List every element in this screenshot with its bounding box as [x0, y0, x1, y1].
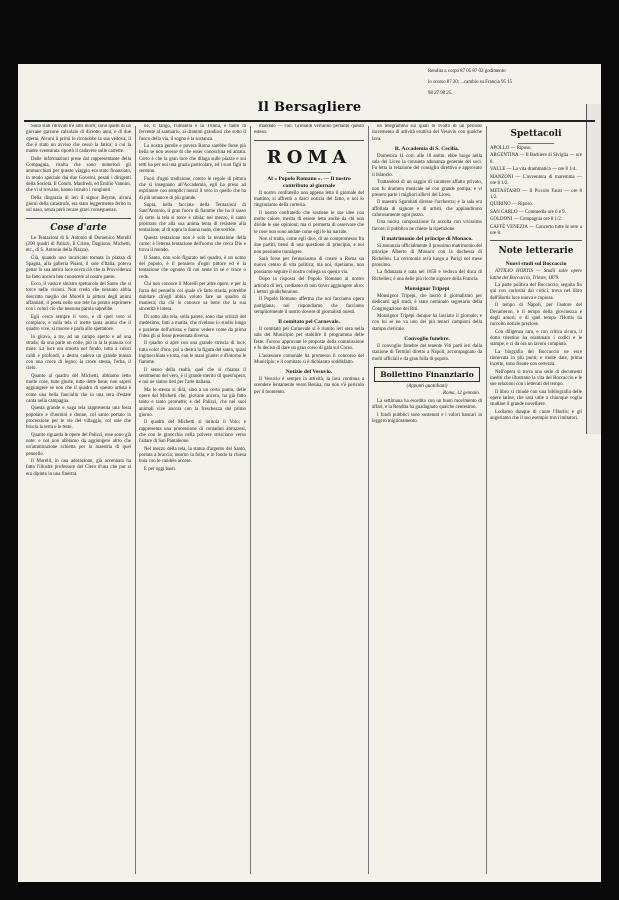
paragraph: Fuori d'ogni tradizione, contro le regole di pittura che si insegnano all'Accademia, egli ha preso ad esprimere con semplici mezzi il vero in quello che ha di più umano e di più grande. [139, 176, 246, 201]
col5-rule [490, 240, 582, 241]
paragraph: Domenica 11 corr. alle 10 antim. ebbe luogo nella sala del Liceo la consueta adunanza generale dei soci. Fu letta la relazione del consiglio direttivo e approvato il bilancio. [372, 153, 482, 178]
spettacoli-list [490, 146, 582, 237]
paragraph: Ma lo stesso si dirà, sino a un certo punto, delle opere del Michetti che, giovane ancora, ha già fatto tanto e tanto promette; e del Palizzi, che nei suoi animali vive ancora con la freschezza del primo giorno. [139, 387, 246, 418]
column-divider [486, 126, 487, 874]
spettacoli-item: GOLDONI — Compagnia ore 8 1/2. [490, 217, 562, 223]
paragraph: Ecco, il vasto e sinistro spettacolo del Santo che si torce nelle visioni. Non credo che nessuno abbia descritto meglio del Morelli la pittura degli animi affannati; il poeta nelle sue tele ha potuto esprimere con i colori ciò che nessuna parola saprebbe. [26, 281, 131, 313]
paragraph: Chi non conosce il Morelli per altre opere, e per la forza del pennello col quale s'è fatto strada, potrebbe dubitare ch'egli abbia voluto fare un quadro di maniera; ma chi lo conosce sa bene che la sua sincerità è intera. [139, 282, 246, 313]
paragraph: Sopra, nella facciata della Tentazioni di Sant'Antonio, il gran fuoco di fiamme che ha il sasso di sotto la tela si torce e sibila; nel mezzo, il santo prostrato che alla sua anima tenta di resistere alla tentazione; al di sopra la donna nuda, che sorride. [139, 203, 246, 234]
paragraph: Questa tentazione non è solo la tentazione della carne: è l'eterna tentazione dell'uomo che cerca Dio e trova il mondo. [139, 235, 246, 254]
column-4 [372, 124, 482, 872]
paragraph: Io giravo, a tre, ad un campo aperto e ad una strada; da una parte un colle, più in là la pianura col mare. La luce era smorta nel fondo, tutta a colori caldi e profondi, a destra cadeva un grande masso con una croce di legno; la croce stessa, l'erba, il cielo. [26, 334, 131, 372]
col3-small-rule [287, 172, 331, 173]
paragraph: Quanto al quadro del Michetti, abbiamo letto molte cose, tutte giuste, tutte dette bene; non saprei aggiungere se non che il quadro di questo artista è come una bella fanciulla che in una sera d'estate canta nella campagna. [26, 373, 131, 404]
col4-sub3-body [372, 294, 482, 333]
paragraph: L'assessore comunale ha promesso il concorso del Municipio; e il comitato si è dichiarato soddisfatto. [254, 353, 364, 365]
section-title-note-letterarie: Note letterarie [498, 246, 574, 257]
paragraph: Il nostro confratello non appena letto il giornale del mattino, si affrettò a darci notizia del fatto, e noi lo ringraziamo della cortesia. [254, 190, 364, 209]
subhead-convoglio: Convoglio funebre. [404, 335, 450, 342]
paragraph: Il tempo di Napoli, per l'autore del Decameron, è il tempo della giovinezza e degli amori; e di quel tempo l'Hortis ha raccolto notizie preziose. [490, 303, 582, 328]
col3-sub2-body [254, 327, 364, 366]
bollettino-subtitle: (Appunti quotidiani) [406, 383, 448, 389]
col3-sub1-body [254, 191, 364, 317]
subhead-popolo-romano: Al « Popolo Romano ». — Il nostro contributo al giornale [267, 175, 351, 189]
paragraph: Nell'opera si trova una serie di documenti inediti che illustrano la vita del Boccaccio e le sue relazioni con i letterati del tempo. [490, 369, 582, 388]
page-edge-tab [586, 104, 601, 434]
bollettino-title: Bollettino Finanziario [374, 367, 480, 382]
paragraph: Nel mezzo della tela, la statua d'argento del Santo, portata a braccia; intorno la folla; e in fondo la chiesa buia con le candele accese. [139, 446, 246, 465]
section-title-spettacoli: Spettacoli [510, 129, 562, 139]
col4-sub1-body [372, 154, 482, 233]
paragraph: E per oggi basti. [144, 466, 177, 472]
paragraph: Quanto riguarda le opere del Palizzi, esse sono già note: e noi non abbiamo da aggiungere altro che un'ammirazione schietta per la maestria di quel pennello. [26, 432, 131, 457]
quote-line: Rendita a corpo 87 05 87 02 godimento [428, 68, 506, 74]
paragraph: Il libro si chiude con una bibliografia delle opere latine, che sarà utile a chiunque voglia studiare il grande novelliere. [490, 389, 582, 408]
subhead-boccaccio: Nuovi studi sul Boccaccio [505, 261, 567, 268]
masthead-title: Il Bersagliere [257, 100, 362, 115]
paragraph: Una nuova composizione fu accolta con vivissimo favore; il pubblico ne chiese la ripetizione. [372, 220, 482, 232]
column-divider [368, 126, 369, 874]
spettacoli-item: METASTASIO — Il Piccolo Faust — ore 8 1/2. [490, 188, 582, 200]
column-3 [254, 124, 364, 872]
quote-line: lo scorso 87 20; ...cambio su Francia 95 15 [428, 80, 513, 86]
spettacoli-item: ARGENTINA — Il Barbiere di Siviglia — ore 8. [490, 153, 582, 165]
spettacoli-item: CAFFÈ VENEZIA — Concerto tutte le sere a ore 8. [490, 224, 582, 237]
col4-sub2-body [372, 244, 482, 283]
col2-body [139, 124, 246, 473]
section-title-roma: ROMA [266, 146, 352, 168]
paragraph: Il comitato pel Carnevale si è riunito ieri sera nella sala del Municipio per stabilire il programma delle feste. Furono approvate le proposte della commissione e fu deciso di dare un gran corso di gala sul Corso. [254, 327, 364, 352]
column-divider [135, 126, 136, 874]
newspaper-page [18, 64, 601, 882]
paragraph: Sarà forse per l'entusiasmo di creare a Roma un nuovo centro di vita politica; ma noi, ripetiamo, non possiamo seguire il nostro collega su questa via. [254, 257, 364, 275]
paragraph: Il nostro confratello che sostiene le sue idee con molto calore, merita di essere letto anche da chi non divide le sue opinioni; ma ci permetta di osservare che le cose non sono andate come egli le ha narrate. [254, 210, 364, 235]
section-title-cose-arte: Cose d'arte [50, 222, 107, 233]
col1-section1 [26, 236, 131, 478]
col5-small-rule [518, 143, 555, 144]
paragraph: Questa grande e vaga tela rappresenta una festa popolare e d'uomini e donne, col santo portato in processione per le vie del villaggio, col sole che brucia la terra e le teste. [26, 406, 131, 431]
financial-quotes [428, 64, 578, 98]
paragraph: La settimana ha esordito con un buon movimento di affari, e la Rendita ha guadagnato qualche centesimo. [372, 399, 482, 411]
paragraph: La fidanzata è nata nel 1858 e vedova del duca di Richelieu; è una delle più ricche signore della Francia. [372, 270, 482, 282]
col3-sub3-body [254, 377, 364, 396]
col1-rule [26, 218, 131, 219]
paragraph: Dalle informazioni prese dal rappresentante della Compagnia, risulta che sono numerosi gli ammucchiati per questo viaggio era stato finanziato, in modo speciale dai due Governi, pesati i dirigenti della Società. Il Comm. Manfredi, ed Emilio Vannini, che vi si trovano, hanno istruito i congiunti. [26, 156, 131, 194]
quote-line: 98 27 98 25. [428, 91, 453, 97]
paragraph: Le Tentazioni di S. Antonio di Domenico Morelli (290 quadri di Palizzi, Il Cristo, Dagliono, Michetti, etc., di S. Antonio della Piazza). [26, 235, 131, 254]
paragraph: Il senso della realtà, quel che si chiama il sentimento del vero, è il grande merito di quest'opera; e noi ne siamo lieti per l'arte italiana. [139, 367, 246, 386]
spettacoli-item: APOLLO — Riposo. [490, 146, 532, 151]
col5-note-body [490, 283, 582, 422]
subhead-santa-cecilia: R. Accademia di S. Cecilia. [394, 145, 460, 152]
spettacoli-item: VALLE — La vita drammatica — ore 8 1/4. [490, 167, 577, 173]
paragraph: Il quadro si apre con una grande striscia di luce, tutta color d'oro; poi a destra la figura del santo, quasi inginocchiata e torta, con le mani giunte: e d'intorno le fiamme. [139, 341, 246, 366]
subhead-tripepi: Monsignor Tripepi [404, 285, 450, 292]
paragraph: Di sotto alla tela, sulla parete, sono due schizzi del medesimo, fatti a matita, che rivelano lo studio lungo e paziente dell'artista; e fanno vedere come da prima l'idea gli si fosse presentata diversa. [139, 314, 246, 339]
paragraph: ne, il fango, l'umanità e la Trinità, e tanto di fervente al santuario, ai drammi grandiosi che sotto il fuoco della via, il sogno è la sostanza. [139, 124, 246, 142]
paragraph: Della disgrazia di ieri il signor Beyme, alcuni giorni della catastrofe, era stato leggermente ferito in sul naso, senza però recare gravi conseguenze. [26, 195, 131, 214]
spettacoli-item: SAN CARLO — Commedia ore 6 e 9. [490, 209, 566, 215]
paragraph: Il maestro Sgambati diresse l'orchestra; e la sala era affollata di signore e di artisti, che applaudirono calorosamente ogni pezzo. [372, 200, 482, 218]
col3-rule [254, 140, 364, 141]
paragraph: Con diligenza rara, e con critica sicura, il dotto triestino ha esaminato i codici e le stampe, e ci dà ora un lavoro compiuto. [490, 329, 582, 348]
paragraph: Sono stati ritrovati tre altri morti; sono quelli di un giovane garzone calzolaio di diciotto anni, e di due operai. Alcuni li primi le riconobbe la sua vedova; il che è stato un avviso che cessò la fatica; a cui la madre sventurata riportò il cadavere sulle carrette. [26, 124, 131, 155]
paragraph: Già, quando uno incaricato tornata in piazza di Spagna, alla galleria Pisani, il sole d'Italia, poteva gettar lo sua antica luce sovra ciò che la Provvidenza ha fatto ancora ben conoscere al nostro paese. [26, 255, 131, 280]
paragraph: Il Santo, non solo figurato nel quadro, è un uomo del popolo, è il pensiero d'ogni pittore ed è la tentazione che ognuno di noi sente in sé e vince o cede. [139, 255, 246, 280]
col1-intro [26, 124, 131, 215]
paragraph: Si annunzia ufficialmente il prossimo matrimonio del principe Alberto di Monaco con la duchessa di Richelieu. La cerimonia avrà luogo a Parigi nel mese prossimo. [372, 244, 482, 268]
paragraph: La parte politica del Boccaccio, seguita fin qui con curiosità dai critici, trova nel libro dell'Hortis luce nuova e copiosa. [490, 283, 582, 301]
paragraph: Lodiamo dunque di cuore l'Hortis; e gli auguriamo che il suo esempio trovi imitatori. [490, 409, 582, 422]
paragraph: Trattandosi di un saggio di carattere affatto privato, non fu dramma musicale né con grande pompa; e vi presero parte i migliori allievi del Liceo. [372, 180, 482, 198]
paragraph: Il convoglio funebre del tenente Viti partì ieri dalla stazione di Termini diretto a Napoli, accompagnato da molti ufficiali e da gran folla di popolo. [372, 343, 482, 362]
column-5 [490, 124, 582, 872]
column-divider [250, 126, 251, 874]
spettacoli-item: MANZONI — L'avventura di maremma — ore 8 1/2. [490, 174, 582, 187]
column-1 [26, 124, 131, 872]
subhead-carnevale: Il comitato pel Carnevale. [278, 319, 340, 326]
paragraph: La nostra gentile e povera Roma sarebbe forse più bella se non avesse di che esser conosciuta ed amata. Certo è che la gran luce che dilaga sulle piazze e sui tetti ha per noi una grazia particolare, ed i suoi figli la sentono. [139, 144, 246, 175]
col3-lead: mandato — l'on. Grimaldi verranno pertanto questo esteso. [254, 124, 364, 136]
paragraph: Monsignor Tripepi, che lasciò il giornalismo per dedicarsi agli studi, è stato nominato segretario della Congregazione dei Riti. [372, 293, 482, 312]
col4-box-body [372, 399, 482, 425]
paragraph: Il quadro del Michetti si intitola il Voto; e rappresenta una processione di contadini abruzzesi, che con le ginocchia nella polvere strisciano verso l'altare di San Pantaleone. [139, 420, 246, 445]
masthead-rule [24, 120, 595, 122]
paragraph: La biografia del Boccaccio ne esce rinnovata in più punti; e molte date, prima incerte, sono fissate con certezza. [490, 349, 582, 368]
subhead-vesuvio: Notizie del Vesuvio. [285, 369, 333, 376]
col4-sub4-body [372, 344, 482, 363]
note-reference: ATTILIO HORTIS — Studii sulle opere latine del Boccaccio, Trieste, 1879. [490, 269, 582, 281]
paragraph: Il Popolo Romano afferma che noi facciamo opera partigiana; noi rispondiamo che facciamo semplicemente il nostro dovere di giornalisti onesti. [254, 297, 364, 315]
bollettino-date: Roma, 12 gennaio. [443, 390, 480, 396]
spettacoli-item: QUIRINO — Riposo. [490, 202, 534, 208]
column-2 [139, 124, 246, 872]
subhead-monaco: Il matrimonio del principe di Monaco. [381, 236, 473, 243]
paragraph: I fondi pubblici sono sostenuti e i valori bancari in leggero miglioramento. [372, 412, 482, 425]
paragraph: Egli cerca sempre il vero, e di quel vero si compiace, e sulla tela ci mette tanta anima che il quadro vive, si muove e parla allo spettatore. [26, 314, 131, 333]
paragraph: Il Vesuvio è sempre in attività; la lava continua a scendere lentamente verso Resina, ma non v'è pericolo per il momento. [254, 377, 364, 395]
paragraph: Il Morelli, in una adorazione, già accennata ha fatto l'illustre professore del Clero d'una che pur si era dipinto in una finestra. [26, 459, 131, 477]
paragraph: Monsignor Tripepi dunque ha lasciato il giornale; e con lui se ne va uno dei più tenaci campioni della stampa clericale. [372, 314, 482, 332]
col4-lead: un telegramma sui quali lo svolto di un periodo incremento di attività eruttiva del Vesuvio con qualche lava. [372, 124, 482, 142]
paragraph: Non si tratta, come egli dice, di un compromesso fra due partiti, bensì di una questione di principio, e noi non possiamo transigere. [254, 237, 364, 255]
paragraph: Dopo la risposta del Popolo Romano al nostro articolo di ieri, crediamo di non dover aggiungere altro: i lettori giudicheranno. [254, 277, 364, 295]
